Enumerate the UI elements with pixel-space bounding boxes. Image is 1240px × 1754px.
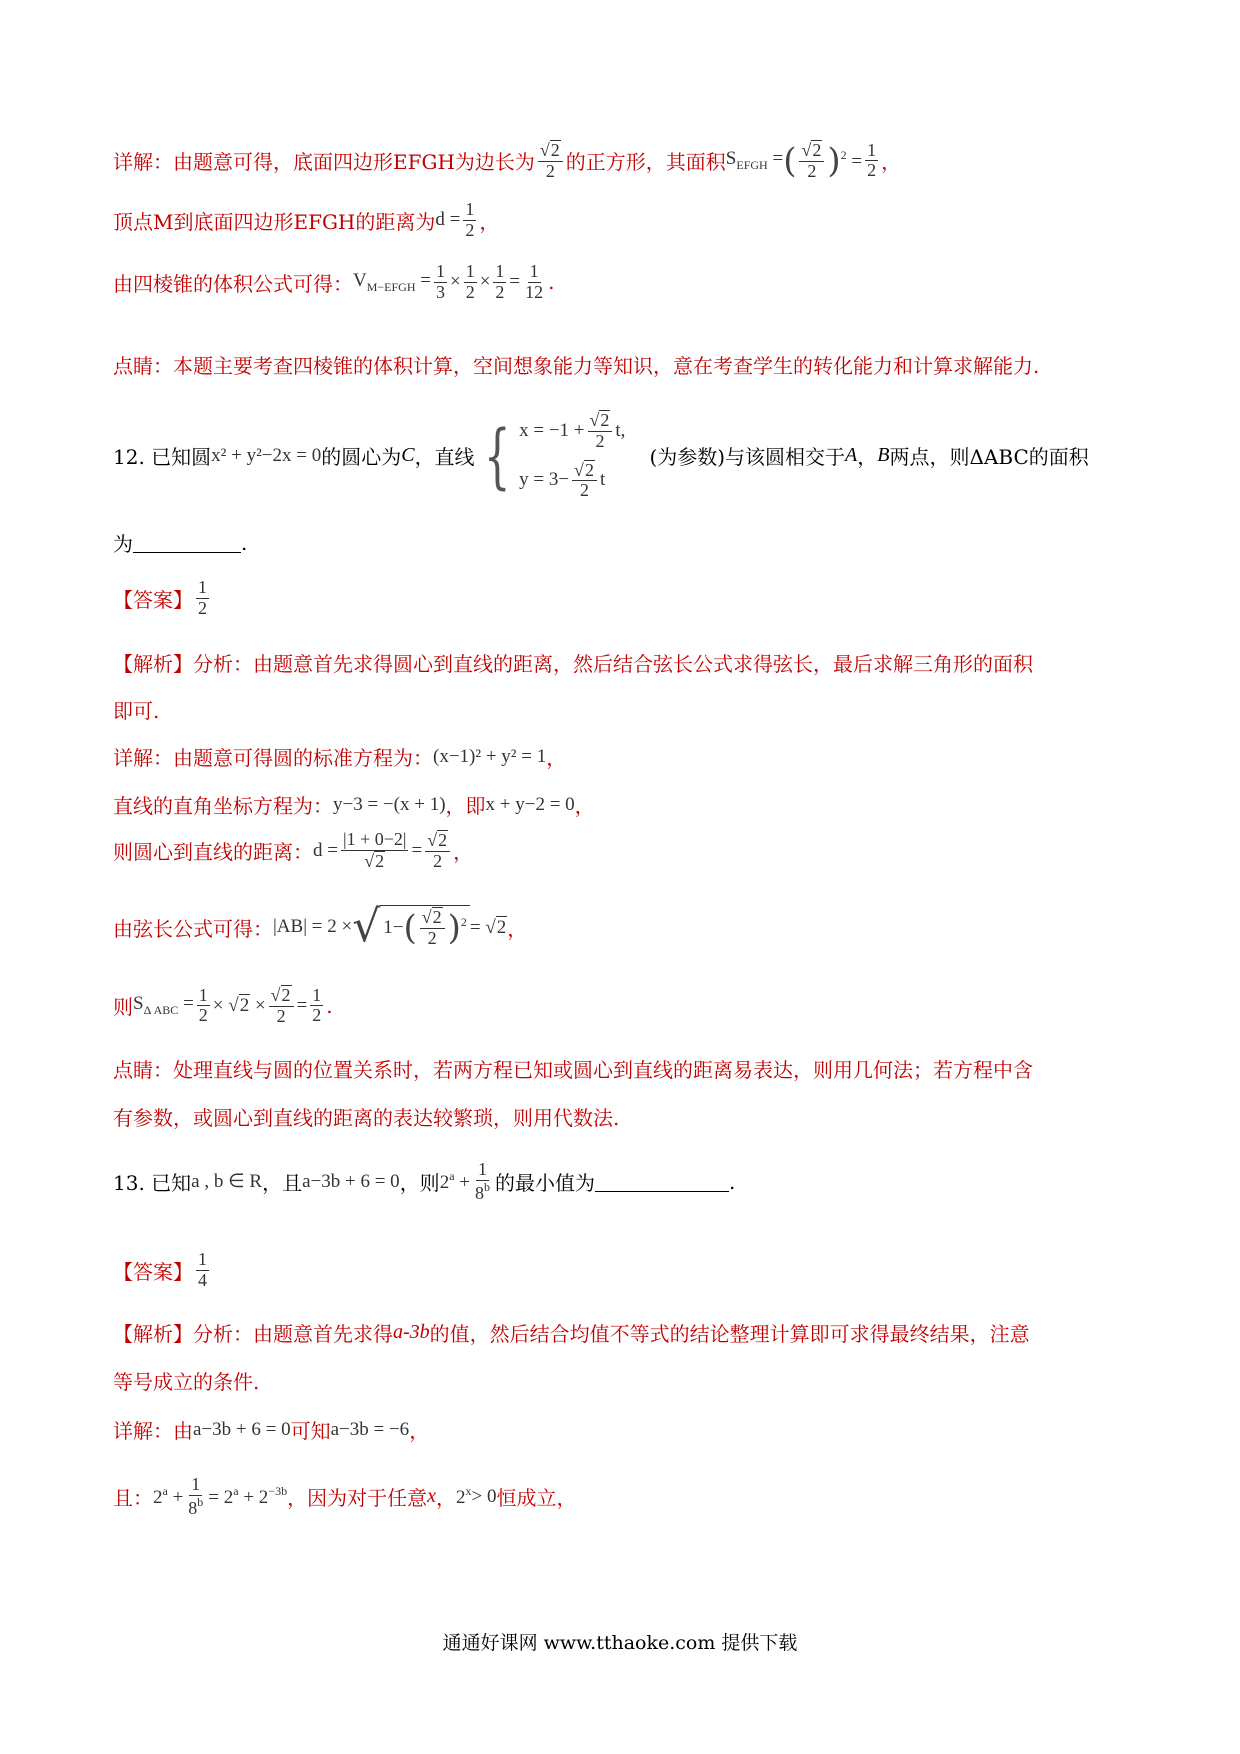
text: ，即 — [445, 794, 486, 818]
text: 则圆心到直线的距离： — [113, 840, 313, 865]
math: a−3b + 6 = 0 — [302, 1170, 400, 1192]
frac-sqrt2-over-2: √ 2 2 — [799, 140, 824, 182]
math-eq: = — [509, 271, 521, 293]
analysis-label: 【解析】 — [113, 1322, 193, 1346]
text: 详解：由题意可得圆的标准方程为： — [113, 746, 433, 770]
math-2a: $2^a$ + — [439, 1169, 470, 1194]
answer-label: 【答案】 — [113, 1259, 193, 1284]
text: ， — [507, 916, 528, 941]
answer-label: 【答案】 — [113, 587, 193, 612]
text: 的最小值为 — [494, 1171, 595, 1196]
q13-analysis2 — [113, 1366, 259, 1395]
text: . — [326, 993, 333, 1018]
text: ， — [409, 1419, 430, 1443]
answer-blank — [595, 1171, 729, 1192]
text: 可知 — [290, 1419, 331, 1443]
math: (x−1)² + y² = 1 — [433, 745, 547, 767]
text: 详解：由 — [113, 1419, 193, 1443]
math: > 0 — [471, 1485, 497, 1507]
paren-open: ( — [783, 140, 797, 181]
frac-sqrt2-2: √ 2 2 — [425, 830, 450, 872]
text: 有参数，或圆心到直线的距离的表达较繁琐，则用代数法. — [113, 1106, 620, 1130]
text: 详解：由题意可得，底面四边形EFGH为边长为 — [113, 150, 535, 175]
q12-analysis — [113, 648, 1033, 677]
answer-frac: $\frac{1}{2}$ — [198, 577, 207, 618]
var-B: B — [877, 444, 890, 467]
frac: $\frac{1}{2}$ — [312, 984, 322, 1026]
q13-answer — [113, 1250, 212, 1291]
text: . — [548, 270, 555, 295]
answer-frac: $\frac{1}{4}$ — [198, 1249, 207, 1290]
q13-analysis — [113, 1318, 1030, 1347]
text: ，则 — [399, 1171, 440, 1196]
math-eq: = — [411, 839, 423, 861]
p1-note — [113, 350, 1039, 379]
p1-line2 — [113, 200, 499, 241]
frac-1-8b: $\frac{1}{8^b}$ — [474, 1159, 490, 1203]
frac: √ 2 2 — [269, 985, 294, 1027]
frac-1-2: $\frac{1}{2}$ — [495, 261, 505, 302]
param-system: { x = −1 + √ 2 2 t, y = 3− √ 2 2 t — [483, 410, 626, 501]
var: a-3b — [393, 1321, 430, 1343]
q13-stem — [113, 1160, 735, 1204]
text: ， — [453, 840, 474, 865]
var-C: C — [401, 444, 415, 467]
frac-sqrt2-over-2: √ 2 2 — [538, 140, 563, 182]
p1-line1 — [113, 140, 901, 182]
q13-num: 13. 已知 — [113, 1171, 192, 1196]
math: a−3b + 6 = 0 — [193, 1418, 291, 1440]
text: 直线的直角坐标方程为： — [113, 794, 333, 818]
text: 且： — [113, 1486, 153, 1511]
footer: 通通好课网 www.tthaoke.com 提供下载 — [442, 1632, 798, 1654]
text: 为 — [113, 532, 133, 556]
q12-d4 — [113, 901, 528, 952]
analysis-label: 【解析】 — [113, 652, 193, 676]
q12-circle-eq: x² + y²−2x = 0 — [211, 444, 322, 466]
text: 的正方形，其面积 — [565, 150, 726, 175]
text: 则 — [113, 995, 133, 1020]
math: × √ 2 × — [212, 995, 266, 1017]
math: $2^a$ + — [153, 1484, 184, 1509]
text: . — [728, 1169, 736, 1194]
math: a , b ∈ R — [191, 1171, 263, 1193]
text: ， — [479, 209, 500, 234]
math-d: d = — [313, 839, 338, 861]
text: ，直线 — [414, 445, 475, 470]
math: y−3 = −(x + 1) — [333, 793, 446, 815]
text: 的圆心为 — [321, 445, 402, 470]
math-squared-eq: $^2$ = — [840, 148, 863, 173]
math-times: × — [449, 271, 461, 293]
q12-analysis2 — [113, 695, 159, 724]
answer-blank — [133, 532, 241, 553]
q12-num: 12. 已知圆 — [113, 445, 212, 470]
math-d-eq: d = — [435, 209, 461, 231]
frac-1-3: $\frac{1}{3}$ — [435, 261, 445, 302]
text: 顶点M到底面四边形EFGH的距离为 — [113, 209, 436, 234]
text: 由四棱锥的体积公式可得： — [113, 271, 353, 296]
q13-d2 — [113, 1475, 576, 1519]
math: 2$^x$ — [455, 1484, 472, 1509]
q12-d2 — [113, 790, 595, 819]
math-S-EFGH: $S_{EFGH}$ = — [725, 148, 784, 173]
text: ， — [857, 445, 878, 470]
q12-note2 — [113, 1102, 619, 1131]
text: 的值，然后结合均值不等式的结论整理计算即可求得最终结果，注意 — [429, 1322, 1030, 1346]
text: ， — [881, 150, 902, 175]
text: 由弦长公式可得： — [113, 916, 273, 941]
text: ， — [435, 1486, 456, 1511]
text: 即可. — [113, 699, 160, 723]
text: ， — [574, 794, 595, 818]
text: 点睛：处理直线与圆的位置关系时，若两方程已知或圆心到直线的距离易表达，则用几何法；若方程中含 — [113, 1058, 1033, 1082]
q12-line2 — [113, 528, 247, 557]
frac-1-12: $\frac{1}{12}$ — [525, 261, 544, 302]
text: (为参数)与该圆相交于 — [649, 445, 846, 470]
math-times: × — [479, 271, 491, 293]
text: 恒成立， — [496, 1486, 577, 1511]
frac-abs: |1 + 0−2| √ 2 — [342, 829, 407, 871]
math-ab: |AB| = 2 × — [273, 916, 353, 937]
var-A: A — [845, 444, 858, 467]
text: . — [241, 530, 248, 555]
math-S: $S_{\Delta ABC}$ = — [133, 993, 194, 1018]
text: ， — [546, 746, 567, 770]
math: a−3b = −6 — [330, 1418, 410, 1440]
frac-1-over-2: $\frac{1}{2}$ — [465, 199, 475, 240]
q12-stem — [113, 410, 1089, 501]
frac-1-over-2: $\frac{1}{2}$ — [867, 139, 877, 181]
text: ，因为对于任意 — [287, 1486, 428, 1511]
text: 两点，则ΔABC的面积 — [889, 445, 1089, 470]
text: 等号成立的条件. — [113, 1370, 260, 1394]
q12-answer — [113, 578, 212, 619]
math: = — [296, 994, 308, 1016]
text: 分析：由题意首先求得 — [193, 1322, 393, 1346]
paren-close: ) — [827, 140, 841, 181]
sqrt-expression: √ 1− ( √ 2 2 ) $^2$ — [352, 905, 470, 949]
frac: $\frac{1}{2}$ — [198, 984, 208, 1026]
math: x + y−2 = 0 — [485, 793, 575, 815]
math-V: $V_{M-EFGH}$ = — [353, 269, 431, 294]
q12-d3 — [113, 830, 473, 872]
frac: $\frac{1}{8^b}$ — [188, 1474, 204, 1518]
math: = $2^a + 2^{-3b}$ — [208, 1484, 288, 1509]
q12-d5 — [113, 985, 333, 1027]
var-x: x — [427, 1485, 436, 1508]
q12-d1 — [113, 742, 566, 771]
text: 点睛：本题主要考查四棱锥的体积计算，空间想象能力等知识，意在考查学生的转化能力和计算求解能力. — [113, 354, 1040, 378]
q13-d1 — [113, 1415, 429, 1444]
p1-line3 — [113, 262, 555, 303]
q12-note1 — [113, 1054, 1033, 1083]
math-eq: = √ 2 — [469, 916, 507, 938]
frac-1-2: $\frac{1}{2}$ — [465, 261, 475, 302]
text: ，且 — [262, 1171, 303, 1196]
text: 分析：由题意首先求得圆心到直线的距离，然后结合弦长公式求得弦长，最后求解三角形的面积 — [193, 652, 1033, 676]
